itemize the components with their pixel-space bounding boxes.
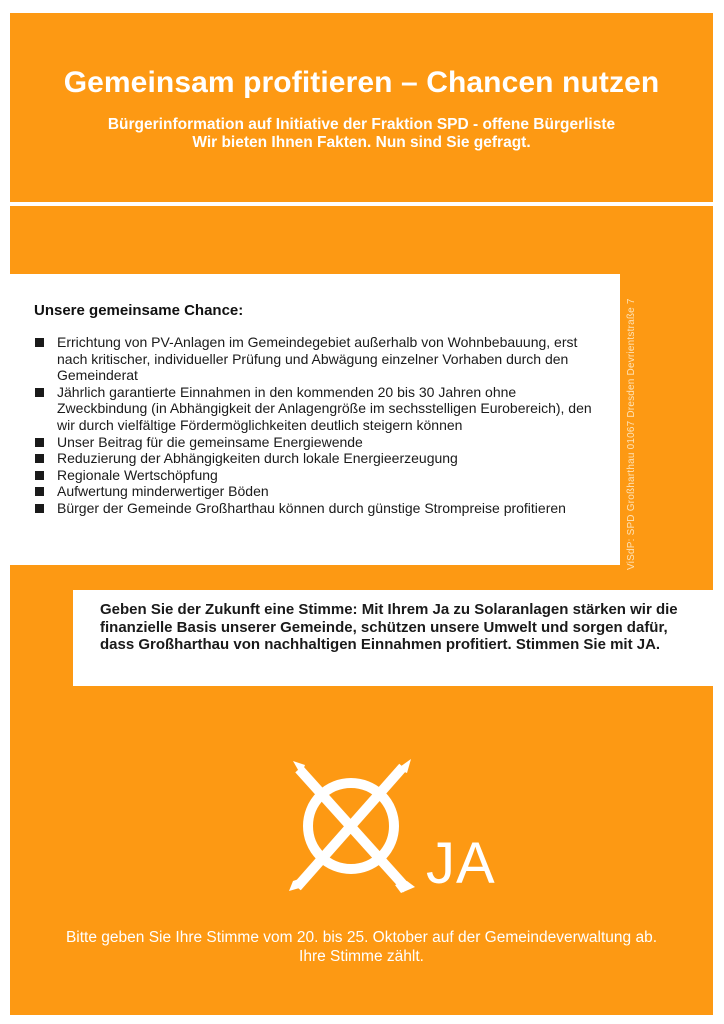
list-item <box>34 467 594 484</box>
list-item <box>34 450 594 467</box>
list-item-text: Regionale Wertschöpfung <box>57 466 218 483</box>
list-item-text: Reduzierung der Abhängigkeiten durch lokale Energieerzeugung <box>57 450 458 467</box>
chance-heading: Unsere gemeinsame Chance: <box>34 302 244 319</box>
list-item <box>34 384 594 434</box>
list-item <box>34 483 594 500</box>
subtitle-initiative: Bürgerinformation auf Initiative der Fraktion SPD - offene Bürgerliste <box>107 116 616 133</box>
accent-band <box>10 206 713 274</box>
square-bullet-icon <box>35 471 44 480</box>
appeal-text: Geben Sie der Zukunft eine Stimme: Mit Ihrem Ja zu Solaranlagen stärken wir die finanzielle Basis unserer Gemeinde, schützen unsere Umwelt und sorgen dafür, dass Großharthau von nachhaltigen Einnahmen profitiert. Stimmen Sie mit JA. <box>100 601 678 653</box>
ballot-cross-pencils-icon <box>285 755 425 900</box>
ja-label: JA <box>426 831 496 896</box>
chance-list <box>34 334 594 517</box>
list-item-text: Bürger der Gemeinde Großharthau können durch günstige Strompreise profitieren <box>57 499 566 516</box>
square-bullet-icon <box>35 454 44 463</box>
page-title: Gemeinsam profitieren – Chancen nutzen <box>63 66 660 99</box>
list-item-text: Errichtung von PV-Anlagen im Gemeindegebiet außerhalb von Wohnbebauung, erst nach kritischer, individueller Prüfung und Abwägung einzelner Vorhaben durch den Gemeinderat <box>57 334 578 384</box>
square-bullet-icon <box>35 438 44 447</box>
list-item-text: Unser Beitrag für die gemeinsame Energiewende <box>57 433 363 450</box>
subtitle-facts: Wir bieten Ihnen Fakten. Nun sind Sie gefragt. <box>192 134 531 151</box>
list-item-text: Aufwertung minderwertiger Böden <box>57 483 269 500</box>
square-bullet-icon <box>35 338 44 347</box>
square-bullet-icon <box>35 487 44 496</box>
list-item <box>34 500 594 517</box>
imprint-text: ViSdP: SPD Großharthau 01067 Dresden Devrientstraße 7 <box>626 298 637 570</box>
list-item-text: Jährlich garantierte Einnahmen in den kommenden 20 bis 30 Jahren ohne Zweckbindung (in Abhängigkeit der Anlagengröße im sechsstelligen Eurobereich), den wir durch vielfältige Fördermöglichkeiten deutlich steigern können <box>57 383 592 433</box>
list-item <box>34 334 594 384</box>
footer-vote-dates: Bitte geben Sie Ihre Stimme vom 20. bis 25. Oktober auf der Gemeindeverwaltung ab. <box>65 929 658 946</box>
square-bullet-icon <box>35 388 44 397</box>
square-bullet-icon <box>35 504 44 513</box>
header-band <box>10 13 713 202</box>
list-item <box>34 434 594 451</box>
footer-vote-counts: Ihre Stimme zählt. <box>299 948 424 965</box>
